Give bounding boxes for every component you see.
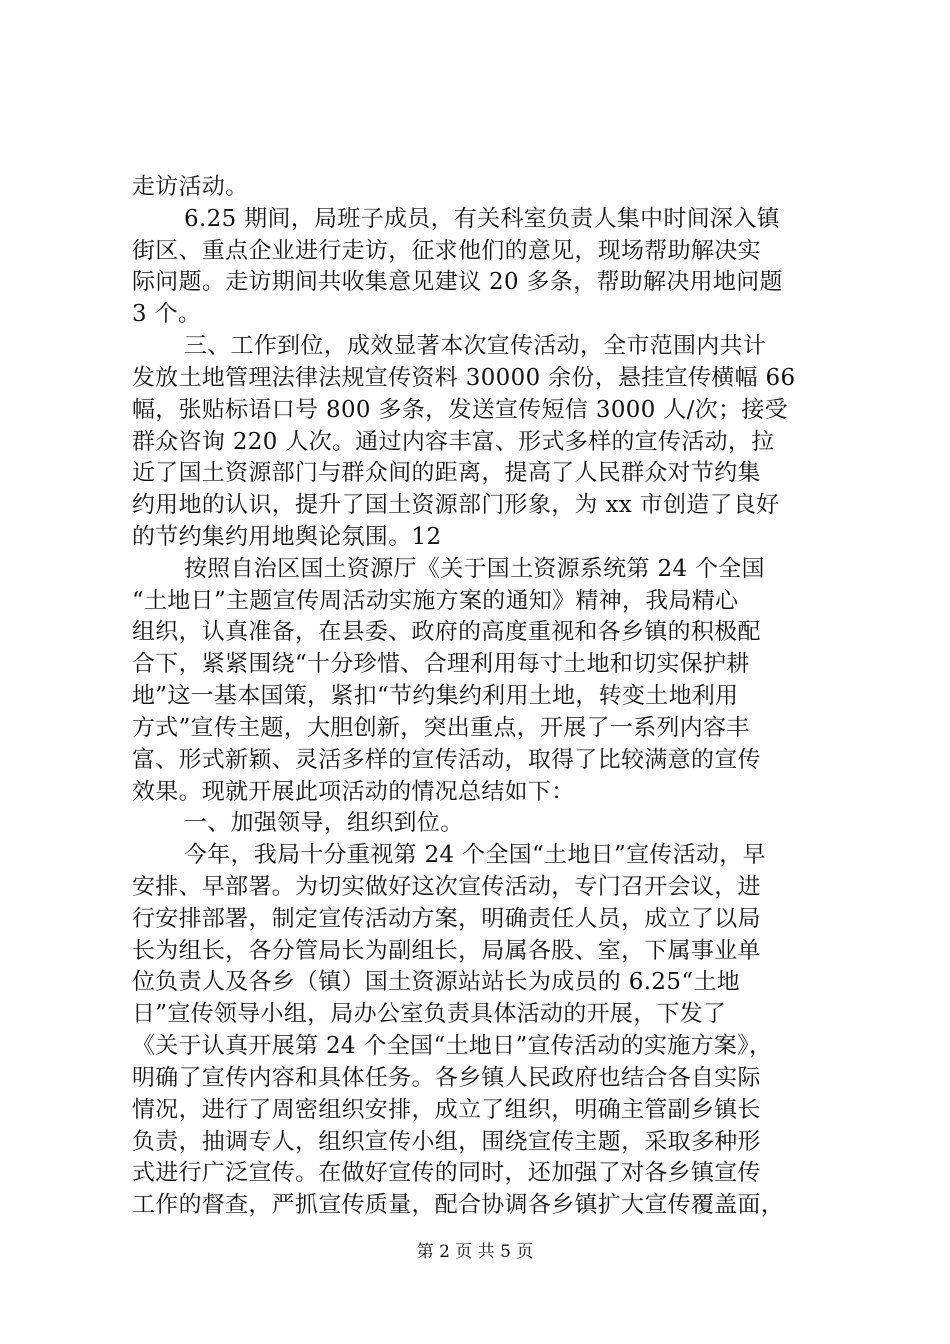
text-line: 安排、早部署。为切实做好这次宣传活动，专门召开会议，进 [132,874,761,900]
text-line: 按照自治区国土资源厅《关于国土资源系统第 24 个全国 [184,555,765,582]
text-line: 情况，进行了周密组织安排，成立了组织，明确主管副乡镇长 [132,1096,761,1123]
text-line: 方式”宣传主题，大胆创新，突出重点，开展了一系列内容丰 [132,714,750,741]
page-number: 第 2 页 共 5 页 [416,1242,534,1262]
text-line: 际问题。走访期间共收集意见建议 20 多条，帮助解决用地问题 [132,269,783,296]
text-line: 3 个。 [132,301,202,328]
text-line: 发放土地管理法律法规宣传资料 30000 余份，悬挂宣传横幅 66 [132,364,796,391]
text-line: 走访活动。 [132,174,249,200]
text-line: 组织，认真准备，在县委、政府的高度重视和各乡镇的积极配 [132,619,761,646]
text-line: 近了国土资源部门与群众间的距离，提高了人民群众对节约集 [132,460,761,487]
text-line: 《关于认真开展第 24 个全国“土地日”宣传活动的实施方案》， [132,1033,773,1060]
text-line: 行安排部署，制定宣传活动方案，明确责任人员，成立了以局 [132,905,761,932]
text-line: 三、工作到位，成效显著本次宣传活动，全市范围内共计 [184,333,767,360]
text-line: 效果。现就开展此项活动的情况总结如下： [132,778,575,805]
text-line: 式进行广泛宣传。在做好宣传的同时，还加强了对各乡镇宣传 [132,1160,761,1187]
text-line: 明确了宣传内容和具体任务。各乡镇人民政府也结合各自实际 [132,1064,761,1091]
text-line: 合下，紧紧围绕“十分珍惜、合理利用每寸土地和切实保护耕 [132,651,750,678]
text-line: 约用地的认识，提升了国土资源部门形象，为 xx 市创造了良好 [132,492,780,519]
text-line: 工作的督查，严抓宣传质量，配合协调各乡镇扩大宣传覆盖面， [132,1192,785,1219]
text-line: 的节约集约用地舆论氛围。12 [132,524,442,550]
text-line: “土地日”主题宣传周活动实施方案的通知》精神，我局精心 [132,587,739,614]
text-line: 负责，抽调专人，组织宣传小组，围绕宣传主题，采取多种形 [132,1128,761,1155]
text-line: 街区、重点企业进行走访，征求他们的意见，现场帮助解决实 [132,237,761,264]
section-heading: 一、加强领导，组织到位。 [184,810,464,837]
text-line: 6.25 期间，局班子成员，有关科室负责人集中时间深入镇 [184,205,780,232]
text-line: 今年，我局十分重视第 24 个全国“土地日”宣传活动，早 [184,842,766,869]
text-line: 群众咨询 220 人次。通过内容丰富、形式多样的宣传活动，拉 [132,428,775,455]
text-line: 位负责人及各乡（镇）国土资源站站长为成员的 6.25“土地 [132,969,741,996]
text-line: 富、形式新颖、灵活多样的宣传活动，取得了比较满意的宣传 [132,746,761,773]
text-line: 幅，张贴标语口号 800 多条，发送宣传短信 3000 人/次；接受 [132,396,788,423]
text-line: 地”这一基本国策，紧扣“节约集约利用土地，转变土地利用 [132,683,739,710]
text-line: 日”宣传领导小组，局办公室负责具体活动的开展，下发了 [132,1001,727,1028]
text-line: 长为组长，各分管局长为副组长，局属各股、室，下属事业单 [132,937,761,964]
